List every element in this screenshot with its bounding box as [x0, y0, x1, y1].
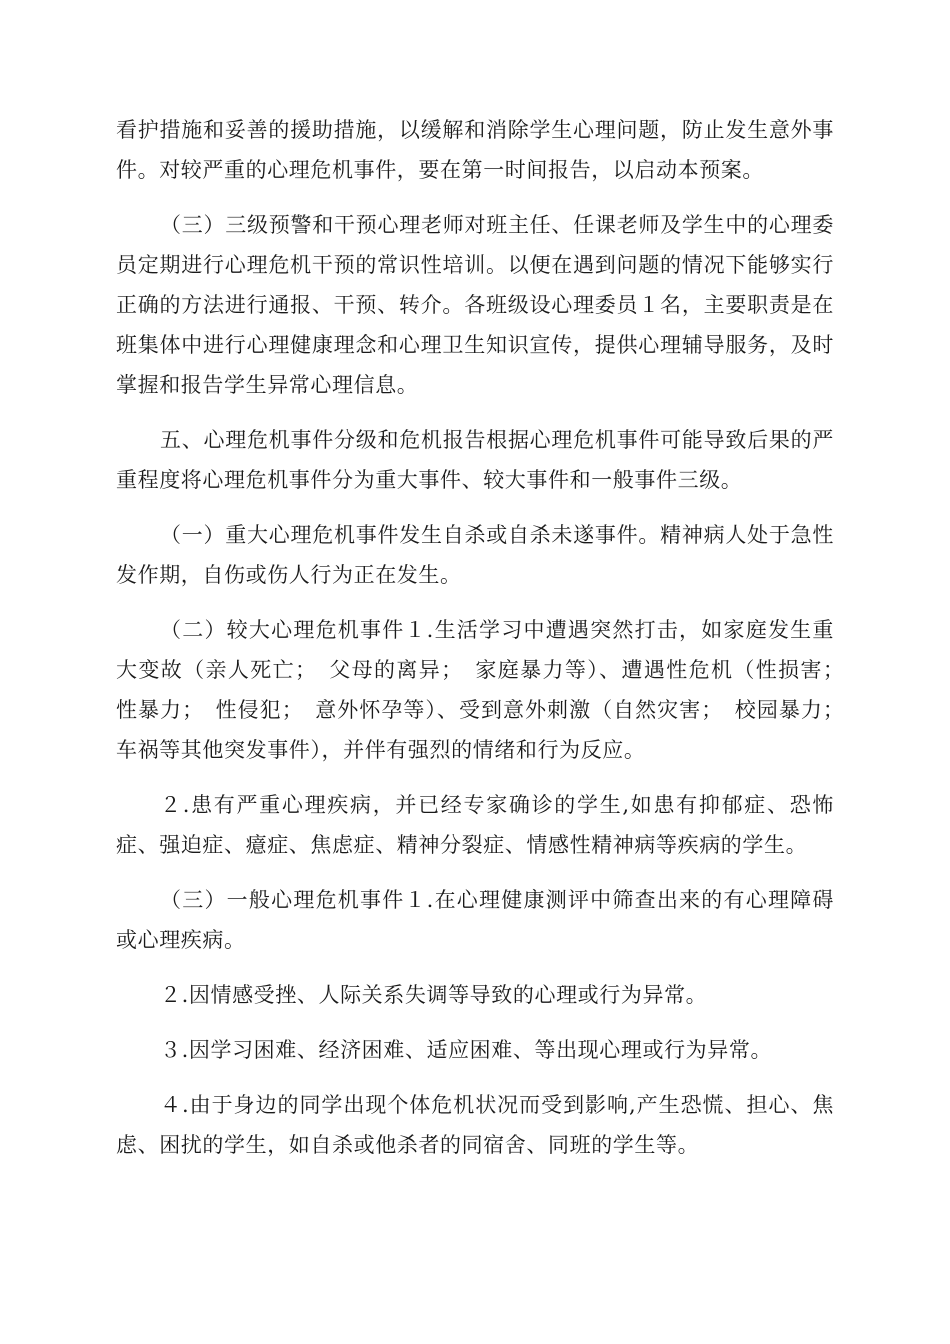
paragraph-serious-crisis-item-2: ２.患有严重心理疾病，并已经专家确诊的学生,如患有抑郁症、恐怖症、强迫症、癔症、焦虑症、精神分裂症、情感性精神病等疾病的学生。	[116, 793, 834, 857]
paragraph-gap	[116, 405, 834, 420]
paragraph-section-five-heading: 五、心理危机事件分级和危机报告根据心理危机事件可能导致后果的严重程度将心理危机事件分为重大事件、较大事件和一般事件三级。	[116, 428, 834, 492]
paragraph-general-crisis: （三）一般心理危机事件１.在心理健康测评中筛查出来的有心理障碍或心理疾病。	[116, 888, 834, 952]
paragraph-gap	[116, 595, 834, 610]
paragraph-gap	[116, 770, 834, 785]
paragraph-serious-crisis: （二）较大心理危机事件１.生活学习中遭遇突然打击，如家庭发生重大变故（亲人死亡； 父母的离异； 家庭暴力等）、遭遇性危机（性损害； 性暴力； 性侵犯； 意外怀孕等）、受到意外刺激（自然灾害； 校园暴力； 车祸等其他突发事件），并伴有强烈的情绪和行为反应。	[116, 618, 856, 762]
paragraph-intervention-measures: 看护措施和妥善的援助措施，以缓解和消除学生心理问题，防止发生意外事件。对较严重的心理危机事件，要在第一时间报告，以启动本预案。	[116, 118, 834, 182]
paragraph-major-crisis: （一）重大心理危机事件发生自杀或自杀未遂事件。精神病人处于急性发作期，自伤或伤人行为正在发生。	[116, 523, 834, 587]
paragraph-gap	[116, 960, 834, 975]
paragraph-gap	[116, 1015, 834, 1030]
paragraph-general-crisis-item-4: ４.由于身边的同学出现个体危机状况而受到影响,产生恐慌、担心、焦虑、困扰的学生，如自杀或他杀者的同宿舍、同班的学生等。	[116, 1093, 834, 1157]
paragraph-general-crisis-item-2: ２.因情感受挫、人际关系失调等导致的心理或行为异常。	[160, 983, 708, 1007]
document-page	[116, 110, 856, 1165]
paragraph-gap	[116, 500, 834, 515]
paragraph-gap	[116, 1070, 834, 1085]
paragraph-general-crisis-item-3: ３.因学习困难、经济困难、适应困难、等出现心理或行为异常。	[160, 1038, 773, 1062]
paragraph-third-level-warning: （三）三级预警和干预心理老师对班主任、任课老师及学生中的心理委员定期进行心理危机干预的常识性培训。以便在遇到问题的情况下能够实行正确的方法进行通报、干预、转介。各班级设心理委员１名，主要职责是在班集体中进行心理健康理念和心理卫生知识宣传，提供心理辅导服务，及时掌握和报告学生异常心理信息。	[116, 213, 834, 397]
paragraph-gap	[116, 190, 834, 205]
paragraph-gap	[116, 865, 834, 880]
